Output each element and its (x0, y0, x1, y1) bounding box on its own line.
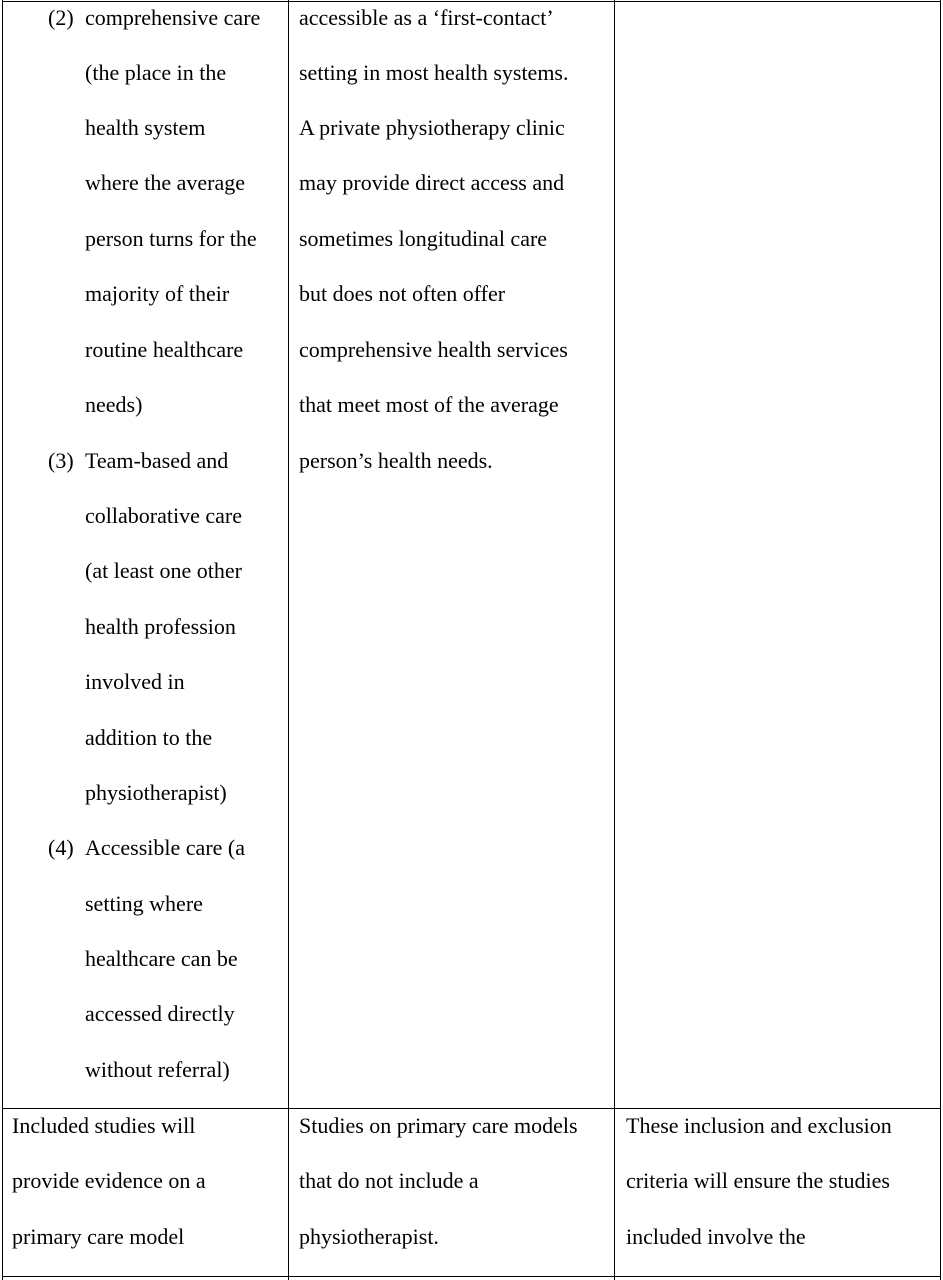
cell-text-line: sometimes longitudinal care (299, 226, 548, 251)
list-item-line: healthcare can be (85, 946, 238, 971)
cell-text-line: may provide direct access and (299, 170, 565, 195)
list-item-line: Accessible care (a (85, 835, 246, 860)
cell-text-line: comprehensive health services (299, 337, 568, 362)
list-item-line: health profession (85, 614, 236, 639)
cell-text-line: provide evidence on a (12, 1168, 206, 1193)
cell-text-line: but does not often offer (299, 281, 506, 306)
list-number: (4) (48, 835, 74, 860)
table-border-bottom (2, 1276, 941, 1277)
cell-text-line: primary care model (12, 1224, 185, 1249)
list-number: (2) (48, 5, 74, 30)
list-item-line: routine healthcare (85, 337, 244, 362)
cell-text-line: criteria will ensure the studies (626, 1168, 890, 1193)
list-item-line: without referral) (85, 1057, 230, 1082)
list-item-line: involved in (85, 669, 185, 694)
list-item-line: comprehensive care (85, 5, 261, 30)
list-item-line: health system (85, 115, 206, 140)
cell-text-line: These inclusion and exclusion (626, 1113, 892, 1138)
list-item-line: collaborative care (85, 503, 242, 528)
list-item-line: Team-based and (85, 448, 229, 473)
list-item-line: majority of their (85, 281, 230, 306)
cell-text-line: Studies on primary care models (299, 1113, 578, 1138)
table-border-top (2, 1, 941, 2)
cell-text-line: Included studies will (12, 1113, 196, 1138)
cell-text-line: that meet most of the average (299, 392, 559, 417)
list-item-line: needs) (85, 392, 143, 417)
list-item-line: physiotherapist) (85, 780, 227, 805)
row-divider (2, 1108, 941, 1109)
list-item-line: where the average (85, 170, 246, 195)
cell-text-line: physiotherapist. (299, 1224, 439, 1249)
list-number: (3) (48, 448, 74, 473)
table-border-right (940, 0, 941, 1280)
cell-text-line: accessible as a ‘first-contact’ (299, 5, 554, 30)
cell-text-line: A private physiotherapy clinic (299, 115, 565, 140)
cell-text-line: included involve the (626, 1224, 806, 1249)
list-item-line: (the place in the (85, 60, 227, 85)
cell-text-line: that do not include a (299, 1168, 479, 1193)
column-divider-2 (614, 0, 615, 1280)
list-item-line: addition to the (85, 725, 213, 750)
list-item-line: person turns for the (85, 226, 257, 251)
list-item-line: (at least one other (85, 558, 242, 583)
cell-text-line: person’s health needs. (299, 448, 493, 473)
list-item-line: setting where (85, 891, 203, 916)
cell-text-line: setting in most health systems. (299, 60, 569, 85)
column-divider-1 (288, 0, 289, 1280)
list-item-line: accessed directly (85, 1001, 235, 1026)
table-border-left (2, 0, 3, 1280)
